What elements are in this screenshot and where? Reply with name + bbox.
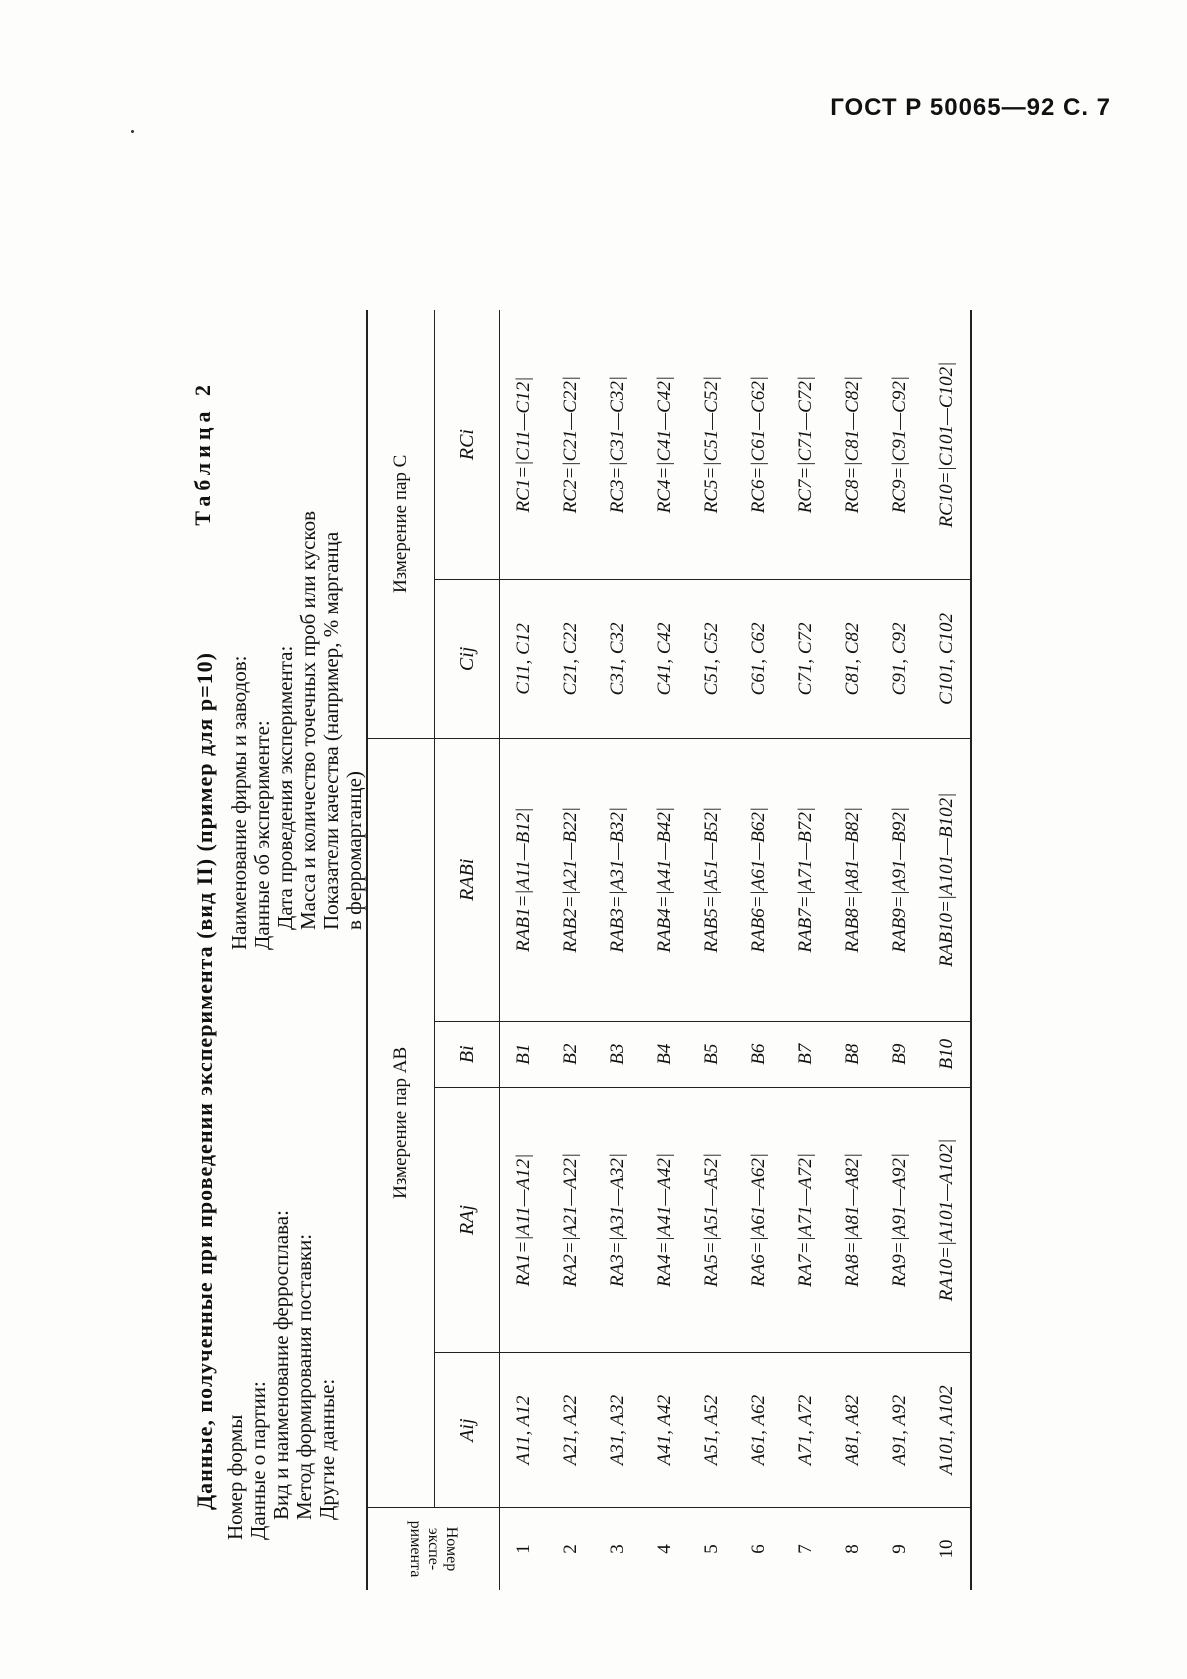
- meta-right-line: Наименование фирмы и заводов:: [227, 655, 251, 950]
- cell-rc: RC6=|C61—C62|: [735, 310, 782, 580]
- cell-rc: RC10=|C101—C102|: [923, 310, 971, 580]
- cell-a: A71, A72: [782, 1353, 829, 1508]
- cell-n: 2: [559, 1544, 581, 1554]
- cell-c: C81, C82: [829, 580, 876, 739]
- cell-n: 4: [653, 1544, 675, 1554]
- cell-rab: RAB2=|A21—B22|: [547, 738, 594, 1021]
- cell-c: C61, C62: [735, 580, 782, 739]
- col-experiment-number: [367, 1508, 500, 1591]
- cell-rc: RC1=|C11—C12|: [500, 310, 548, 580]
- cell-b: B2: [547, 1021, 594, 1087]
- cell-ra: RA3=|A31—A32|: [594, 1087, 641, 1353]
- cell-b: B9: [876, 1021, 923, 1087]
- cell-rc: RC5=|C51—C52|: [688, 310, 735, 580]
- cell-ra: RA8=|A81—A82|: [829, 1087, 876, 1353]
- cell-rc: RC4=|C41—C42|: [641, 310, 688, 580]
- cell-ra: RA7=|A71—A72|: [782, 1087, 829, 1353]
- cell-n: 1: [512, 1544, 534, 1554]
- col-rc: RCi: [435, 310, 500, 580]
- col-bi: Bi: [435, 1021, 500, 1087]
- cell-rc: RC8=|C81—C82|: [829, 310, 876, 580]
- cell-n: 5: [700, 1544, 722, 1554]
- cell-ra: RA6=|A61—A62|: [735, 1087, 782, 1353]
- cell-b: B7: [782, 1021, 829, 1087]
- table-row: [829, 310, 876, 1590]
- cell-rab: RAB3=|A31—B32|: [594, 738, 641, 1021]
- cell-b: B10: [923, 1021, 971, 1087]
- experiment-data-table: [366, 310, 972, 1590]
- cell-rab: RAB9=|A91—B92|: [876, 738, 923, 1021]
- cell-c: C51, C52: [688, 580, 735, 739]
- cell-a: A101, A102: [923, 1353, 971, 1508]
- cell-n: 3: [606, 1544, 628, 1554]
- cell-rab: RAB8=|A81—B82|: [829, 738, 876, 1021]
- rotated-page-content: [190, 210, 1187, 1590]
- meta-left-line: Вид и наименование ферросплава:: [269, 1210, 293, 1520]
- cell-b: B6: [735, 1021, 782, 1087]
- cell-rc: RC2=|C21—C22|: [547, 310, 594, 580]
- page-header: ГОСТ Р 50065—92 С. 7: [830, 94, 1111, 121]
- cell-a: A31, A32: [594, 1353, 641, 1508]
- meta-right-line: Показатели качества (например, % марганца: [319, 531, 343, 930]
- col-group-ab: Измерение пар AB: [367, 738, 435, 1507]
- cell-a: A91, A92: [876, 1353, 923, 1508]
- cell-ra: RA5=|A51—A52|: [688, 1087, 735, 1353]
- cell-rab: RAB1=|A11—B12|: [500, 738, 548, 1021]
- cell-rab: RAB7=|A71—B72|: [782, 738, 829, 1021]
- table-row: [735, 310, 782, 1590]
- cell-c: C21, C22: [547, 580, 594, 739]
- col-aij: Aij: [435, 1353, 500, 1508]
- cell-n: 9: [888, 1544, 910, 1554]
- cell-c: C41, C42: [641, 580, 688, 739]
- table-row: [923, 310, 971, 1590]
- cell-c: C31, C32: [594, 580, 641, 739]
- cell-b: B5: [688, 1021, 735, 1087]
- cell-a: A61, A62: [735, 1353, 782, 1508]
- meta-left-block: [224, 1210, 339, 1540]
- cell-rab: RAB6=|A61—B62|: [735, 738, 782, 1021]
- meta-right-line: Данные об эксперименте:: [250, 720, 274, 950]
- col-rab: RABi: [435, 738, 500, 1021]
- table-row: [782, 310, 829, 1590]
- col-experiment-number-label: Номер экспе- римента: [407, 1520, 460, 1578]
- cell-b: B4: [641, 1021, 688, 1087]
- meta-left-line: Метод формирования поставки:: [292, 1233, 316, 1520]
- meta-right-block: [228, 511, 366, 950]
- meta-left-line: Номер формы: [223, 1414, 247, 1540]
- table-label: Таблица 2: [190, 380, 215, 526]
- cell-n: 7: [794, 1544, 816, 1554]
- meta-right-line: в ферромарганце): [342, 771, 366, 930]
- table-title: Данные, полученные при проведении эксперимента (вид II) (пример для p=10): [192, 652, 217, 1510]
- meta-left-line: Другие данные:: [315, 1378, 339, 1520]
- cell-n: 8: [841, 1544, 863, 1554]
- cell-b: B1: [500, 1021, 548, 1087]
- meta-left-line: Данные о партии:: [246, 1381, 270, 1540]
- cell-c: C11, C12: [500, 580, 548, 739]
- cell-rab: RAB5=|A51—B52|: [688, 738, 735, 1021]
- cell-b: B8: [829, 1021, 876, 1087]
- cell-c: C101, C102: [923, 580, 971, 739]
- meta-right-line: Масса и количество точечных проб или кусков: [296, 511, 320, 930]
- cell-rab: RAB4=|A41—B42|: [641, 738, 688, 1021]
- table-row: [594, 310, 641, 1590]
- cell-rab: RAB10=|A101—B102|: [923, 738, 971, 1021]
- table-row: [876, 310, 923, 1590]
- cell-n: 6: [747, 1544, 769, 1554]
- cell-a: A21, A22: [547, 1353, 594, 1508]
- table-row: [547, 310, 594, 1590]
- cell-ra: RA9=|A91—A92|: [876, 1087, 923, 1353]
- cell-ra: RA4=|A41—A42|: [641, 1087, 688, 1353]
- col-ra: RAj: [435, 1087, 500, 1353]
- cell-ra: RA1=|A11—A12|: [500, 1087, 548, 1353]
- col-cij: Cij: [435, 580, 500, 739]
- table-row: [500, 310, 548, 1590]
- table-row: [641, 310, 688, 1590]
- cell-n: 10: [935, 1539, 957, 1559]
- cell-a: A41, A42: [641, 1353, 688, 1508]
- cell-ra: RA10=|A101—A102|: [923, 1087, 971, 1353]
- cell-rc: RC7=|C71—C72|: [782, 310, 829, 580]
- cell-a: A11, A12: [500, 1353, 548, 1508]
- col-group-c: Измерение пар C: [367, 310, 435, 738]
- cell-a: A51, A52: [688, 1353, 735, 1508]
- cell-rc: RC9=|C91—C92|: [876, 310, 923, 580]
- cell-rc: RC3=|C31—C32|: [594, 310, 641, 580]
- cell-b: B3: [594, 1021, 641, 1087]
- cell-a: A81, A82: [829, 1353, 876, 1508]
- cell-c: C91, C92: [876, 580, 923, 739]
- cell-ra: RA2=|A21—A22|: [547, 1087, 594, 1353]
- page-speck: [131, 130, 134, 133]
- table-row: [688, 310, 735, 1590]
- meta-right-line: Дата проведения эксперимента:: [273, 645, 297, 930]
- cell-c: C71, C72: [782, 580, 829, 739]
